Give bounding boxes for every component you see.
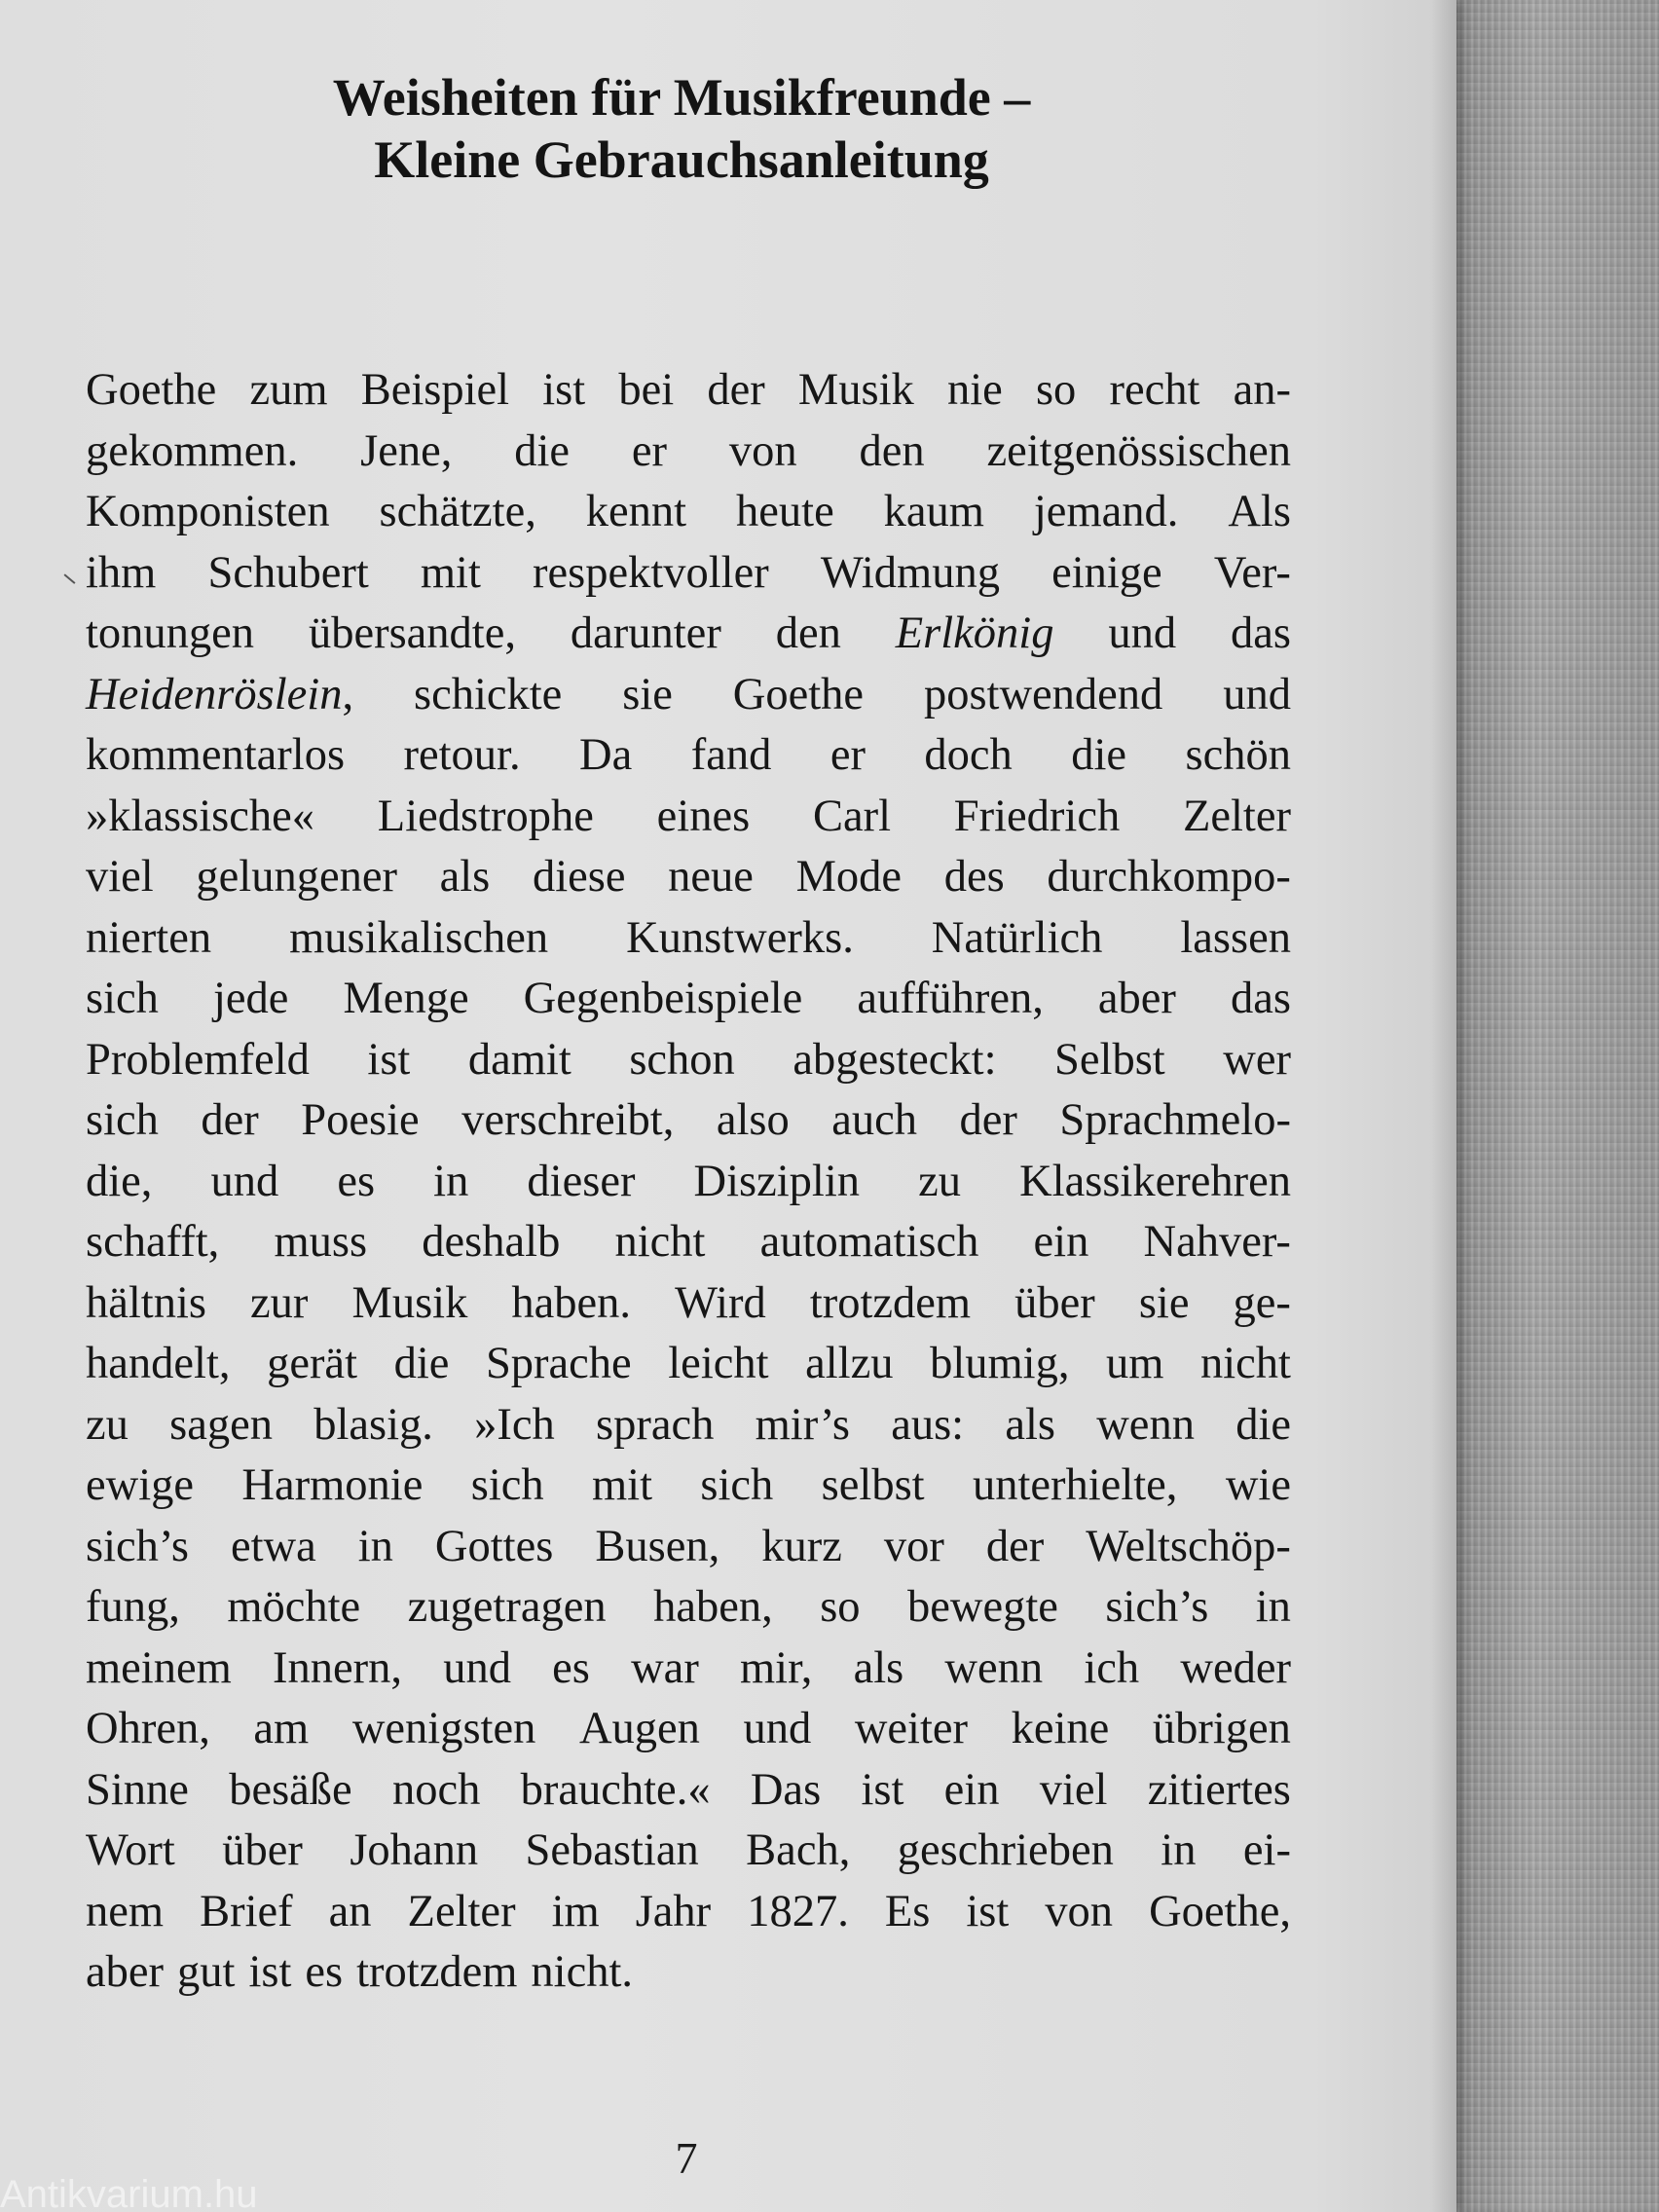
word: wie — [1225, 1460, 1291, 1510]
text-line — [86, 1882, 1291, 1943]
word: Beispiel — [360, 365, 510, 415]
text-line — [86, 787, 1291, 848]
word: mir, — [740, 1642, 813, 1693]
word: die — [393, 1339, 450, 1388]
text-line — [86, 725, 1291, 787]
word: an — [328, 1886, 372, 1936]
word: die — [1071, 730, 1127, 780]
text-line — [86, 1699, 1291, 1760]
text-line — [86, 969, 1291, 1030]
word: kommentarlos — [86, 730, 346, 780]
word: zeitgenössischen — [986, 425, 1291, 476]
word: recht — [1109, 365, 1200, 415]
word: ich — [1084, 1642, 1140, 1693]
word: über — [1014, 1277, 1095, 1328]
word: vor — [883, 1521, 944, 1571]
word: an- — [1233, 365, 1291, 415]
word: in — [433, 1156, 469, 1206]
text-line — [86, 1273, 1291, 1335]
text-line — [86, 604, 1291, 665]
word: mit — [420, 547, 481, 598]
word: Musik — [351, 1277, 468, 1328]
word: mir’s — [755, 1399, 850, 1450]
word: ewige — [86, 1460, 195, 1510]
word: blumig, — [930, 1339, 1070, 1388]
word: als — [439, 852, 491, 902]
word: so — [820, 1582, 861, 1632]
word: zitiertes — [1147, 1764, 1291, 1815]
word: ist — [966, 1886, 1010, 1936]
word: selbst — [821, 1460, 925, 1510]
word: von — [1045, 1886, 1114, 1936]
word: aufführen, — [857, 974, 1044, 1023]
word: eines — [656, 791, 751, 841]
text-line — [86, 360, 1291, 422]
word: wer — [1223, 1034, 1291, 1085]
word: wenn — [1096, 1399, 1195, 1450]
text-line — [86, 1090, 1291, 1152]
word: tonungen — [86, 608, 255, 658]
word: der — [201, 1095, 259, 1145]
word: Weltschöp- — [1086, 1521, 1291, 1571]
word: weiter — [854, 1704, 969, 1753]
word: ist — [861, 1764, 904, 1815]
word: muss — [274, 1217, 368, 1267]
word: Nahver- — [1143, 1217, 1291, 1267]
word: auch — [831, 1095, 917, 1145]
word: Komponisten — [86, 487, 330, 536]
word: Jahr — [635, 1886, 712, 1936]
text-line — [86, 1577, 1291, 1639]
word: ein — [1033, 1217, 1089, 1267]
word: Poesie — [301, 1095, 420, 1145]
word: die, — [86, 1156, 153, 1206]
word: Widmung — [820, 547, 1000, 598]
word: »klassische« — [86, 791, 315, 841]
word: Johann — [350, 1825, 479, 1875]
chapter-title — [0, 66, 1363, 191]
text-line — [86, 1334, 1291, 1395]
word: sich — [700, 1460, 774, 1510]
word: den — [775, 608, 841, 658]
word: Innern, — [273, 1642, 402, 1693]
word: schätzte, — [379, 487, 536, 536]
word: respektvoller — [532, 547, 769, 598]
word: dieser — [527, 1156, 636, 1206]
punctuation: , — [342, 669, 354, 719]
text-line — [86, 1152, 1291, 1213]
word: Busen, — [595, 1521, 720, 1571]
word: haben. — [511, 1277, 632, 1328]
margin-pencil-mark — [55, 573, 75, 594]
word: Disziplin — [693, 1156, 861, 1206]
word: und — [1108, 608, 1177, 658]
word: Ohren, — [86, 1704, 210, 1753]
word: retour. — [403, 730, 521, 780]
word: darunter — [570, 608, 721, 658]
word: die — [514, 425, 571, 476]
word: weder — [1180, 1642, 1291, 1693]
word: Gottes — [434, 1521, 554, 1571]
word: kennt — [585, 487, 687, 536]
text-line — [86, 1517, 1291, 1578]
word: der — [959, 1095, 1017, 1145]
word: der — [707, 365, 765, 415]
text-line — [86, 1821, 1291, 1882]
word: nie — [946, 365, 1003, 415]
word: ihm — [86, 547, 157, 598]
word: heute — [736, 487, 834, 536]
text-line — [86, 665, 1291, 726]
word: sagen — [169, 1399, 273, 1450]
word: übersandte, — [308, 608, 516, 658]
background-surface — [1451, 0, 1659, 2212]
word: also — [716, 1095, 790, 1145]
word: aus: — [891, 1399, 965, 1450]
text-line — [86, 1639, 1291, 1700]
text-line — [86, 1942, 1291, 2004]
word: gekommen. — [86, 425, 299, 476]
word: Harmonie — [241, 1460, 424, 1510]
word: fand — [690, 730, 772, 780]
text-line — [86, 908, 1291, 970]
word: es — [337, 1156, 376, 1206]
word: zu — [918, 1156, 961, 1206]
word: automatisch — [759, 1217, 979, 1267]
word: doch — [924, 730, 1013, 780]
word: schön — [1185, 730, 1291, 780]
word: Brief — [200, 1886, 293, 1936]
word: sie — [622, 669, 673, 719]
word: Goethe — [732, 669, 865, 719]
italic-text: Erlkönig — [895, 608, 1054, 658]
word: fung, — [86, 1582, 180, 1632]
word: meinem — [86, 1642, 232, 1693]
word: in — [1161, 1825, 1197, 1875]
word: und — [210, 1156, 279, 1206]
word: sich’s — [86, 1521, 189, 1571]
text-line — [86, 422, 1291, 483]
text-line — [86, 1760, 1291, 1822]
word: über — [222, 1825, 303, 1875]
word: geschrieben — [897, 1825, 1114, 1875]
word: Jene, — [360, 425, 453, 476]
word: allzu — [805, 1339, 894, 1388]
word: kaum — [883, 487, 984, 536]
word: in — [357, 1521, 393, 1571]
word: Gegenbeispiele — [523, 974, 803, 1023]
word: in — [1255, 1582, 1291, 1632]
word: nicht — [614, 1217, 706, 1267]
word: Als — [1228, 487, 1291, 536]
word: und — [1223, 669, 1291, 719]
word: blasig. — [313, 1399, 433, 1450]
word: sie — [1138, 1277, 1190, 1328]
word: schon — [629, 1034, 735, 1085]
word: und — [443, 1642, 511, 1693]
word: den — [859, 425, 925, 476]
word: Liedstrophe — [377, 791, 594, 841]
chapter-title-line-1: Weisheiten für Musikfreunde – — [332, 68, 1031, 127]
word: Augen — [578, 1704, 700, 1753]
word: mit — [592, 1460, 653, 1510]
word: viel — [1039, 1764, 1108, 1815]
italic-title-word — [86, 665, 353, 726]
word: Kunstwerks. — [626, 912, 854, 963]
word: Es — [884, 1886, 931, 1936]
word: ge- — [1233, 1277, 1291, 1328]
word: gerät — [267, 1339, 357, 1388]
text-line — [86, 1030, 1291, 1091]
word: lassen — [1180, 912, 1291, 963]
word: abgesteckt: — [793, 1034, 997, 1085]
word: unterhielte, — [972, 1460, 1178, 1510]
text-line — [86, 1395, 1291, 1456]
word: im — [551, 1886, 600, 1936]
word: zugetragen — [407, 1582, 607, 1632]
word: Wort — [86, 1825, 175, 1875]
word: ei- — [1242, 1825, 1291, 1875]
text-line — [86, 1456, 1291, 1517]
word: Das — [750, 1764, 822, 1815]
word: als — [853, 1642, 904, 1693]
word: nicht. — [531, 1947, 634, 1997]
word: Sebastian — [525, 1825, 699, 1875]
word: zum — [249, 365, 328, 415]
word: gut — [177, 1947, 236, 1997]
word: Bach, — [746, 1825, 851, 1875]
word: Ver- — [1213, 547, 1291, 598]
word: Da — [579, 730, 633, 780]
word: es — [305, 1947, 344, 1997]
word: bewegte — [907, 1582, 1058, 1632]
word: sich — [86, 974, 159, 1023]
text-line — [86, 482, 1291, 543]
word: noch — [391, 1764, 481, 1815]
word: trotzdem — [809, 1277, 972, 1328]
word: aber — [1097, 974, 1176, 1023]
word: Selbst — [1054, 1034, 1165, 1085]
word: ist — [367, 1034, 411, 1085]
word: ein — [943, 1764, 1000, 1815]
word: das — [1231, 608, 1291, 658]
word: Zelter — [1182, 791, 1291, 841]
word: möchte — [227, 1582, 361, 1632]
word: Goethe — [86, 365, 217, 415]
word: sprach — [596, 1399, 715, 1450]
word: er — [631, 425, 668, 476]
page-edge-shadow — [1431, 0, 1456, 2212]
italic-title-word — [896, 604, 1054, 665]
word: die — [1235, 1399, 1291, 1450]
word: Wird — [675, 1277, 766, 1328]
word: Mode — [795, 852, 903, 902]
word: etwa — [230, 1521, 316, 1571]
word: Sprache — [485, 1339, 632, 1388]
chapter-title-line-2: Kleine Gebrauchsanleitung — [374, 130, 989, 189]
text-line — [86, 1212, 1291, 1273]
word: sich’s — [1105, 1582, 1209, 1632]
page-number: 7 — [675, 2133, 698, 2183]
word: der — [985, 1521, 1045, 1571]
word: jemand. — [1033, 487, 1179, 536]
word: Natürlich — [931, 912, 1103, 963]
word: gelungener — [196, 852, 397, 902]
word: nierten — [86, 912, 212, 963]
word: leicht — [668, 1339, 769, 1388]
word: brauchte.« — [520, 1764, 711, 1815]
word: sich — [470, 1460, 544, 1510]
word: des — [943, 852, 1005, 902]
text-line — [86, 543, 1291, 605]
word: 1827. — [747, 1886, 849, 1936]
word: Goethe, — [1149, 1886, 1291, 1936]
word: durchkompo- — [1047, 852, 1291, 902]
word: haben, — [653, 1582, 773, 1632]
word: Problemfeld — [86, 1034, 310, 1085]
word: Menge — [343, 974, 469, 1023]
word: handelt, — [86, 1339, 231, 1388]
word: jede — [212, 974, 289, 1023]
word: übrigen — [1152, 1704, 1291, 1753]
word: war — [631, 1642, 699, 1693]
word: aber — [86, 1947, 165, 1997]
word: diese — [532, 852, 626, 902]
word: er — [830, 730, 866, 780]
word: Carl — [812, 791, 892, 841]
word: Zelter — [407, 1886, 516, 1936]
word: sich — [86, 1095, 159, 1145]
word: einige — [1051, 547, 1162, 598]
word: das — [1230, 974, 1291, 1023]
word: Klassikerehren — [1019, 1156, 1291, 1206]
word: viel — [86, 852, 154, 902]
word: schafft, — [86, 1217, 220, 1267]
word: Friedrich — [953, 791, 1121, 841]
word: Sprachmelo- — [1059, 1095, 1291, 1145]
word: »Ich — [474, 1399, 555, 1450]
word: besäße — [229, 1764, 352, 1815]
body-text — [86, 360, 1291, 2004]
word: postwendend — [923, 669, 1163, 719]
word: schickte — [413, 669, 563, 719]
word: wenigsten — [351, 1704, 536, 1753]
italic-text: Heidenröslein — [86, 669, 343, 719]
word: so — [1035, 365, 1077, 415]
word: damit — [467, 1034, 571, 1085]
word: Schubert — [207, 547, 369, 598]
text-line — [86, 847, 1291, 908]
word: deshalb — [422, 1217, 561, 1267]
word: hältnis — [86, 1277, 206, 1328]
word: zu — [86, 1399, 129, 1450]
word: um — [1106, 1339, 1164, 1388]
word: Sinne — [86, 1764, 189, 1815]
word: Musik — [797, 365, 914, 415]
word: keine — [1011, 1704, 1110, 1753]
word: von — [728, 425, 797, 476]
word: musikalischen — [289, 912, 549, 963]
word: zur — [250, 1277, 309, 1328]
watermark: Antikvarium.hu — [0, 2177, 258, 2212]
word: am — [253, 1704, 310, 1753]
word: verschreibt, — [461, 1095, 675, 1145]
word: es — [552, 1642, 590, 1693]
word: trotzdem — [356, 1947, 518, 1997]
word: nicht — [1200, 1339, 1291, 1388]
word: wenn — [944, 1642, 1044, 1693]
word: kurz — [761, 1521, 842, 1571]
word: ist — [542, 365, 586, 415]
word: und — [743, 1704, 812, 1753]
word: als — [1005, 1399, 1055, 1450]
word: nem — [86, 1886, 165, 1936]
word: neue — [668, 852, 754, 902]
word: bei — [618, 365, 675, 415]
word: ist — [248, 1947, 292, 1997]
